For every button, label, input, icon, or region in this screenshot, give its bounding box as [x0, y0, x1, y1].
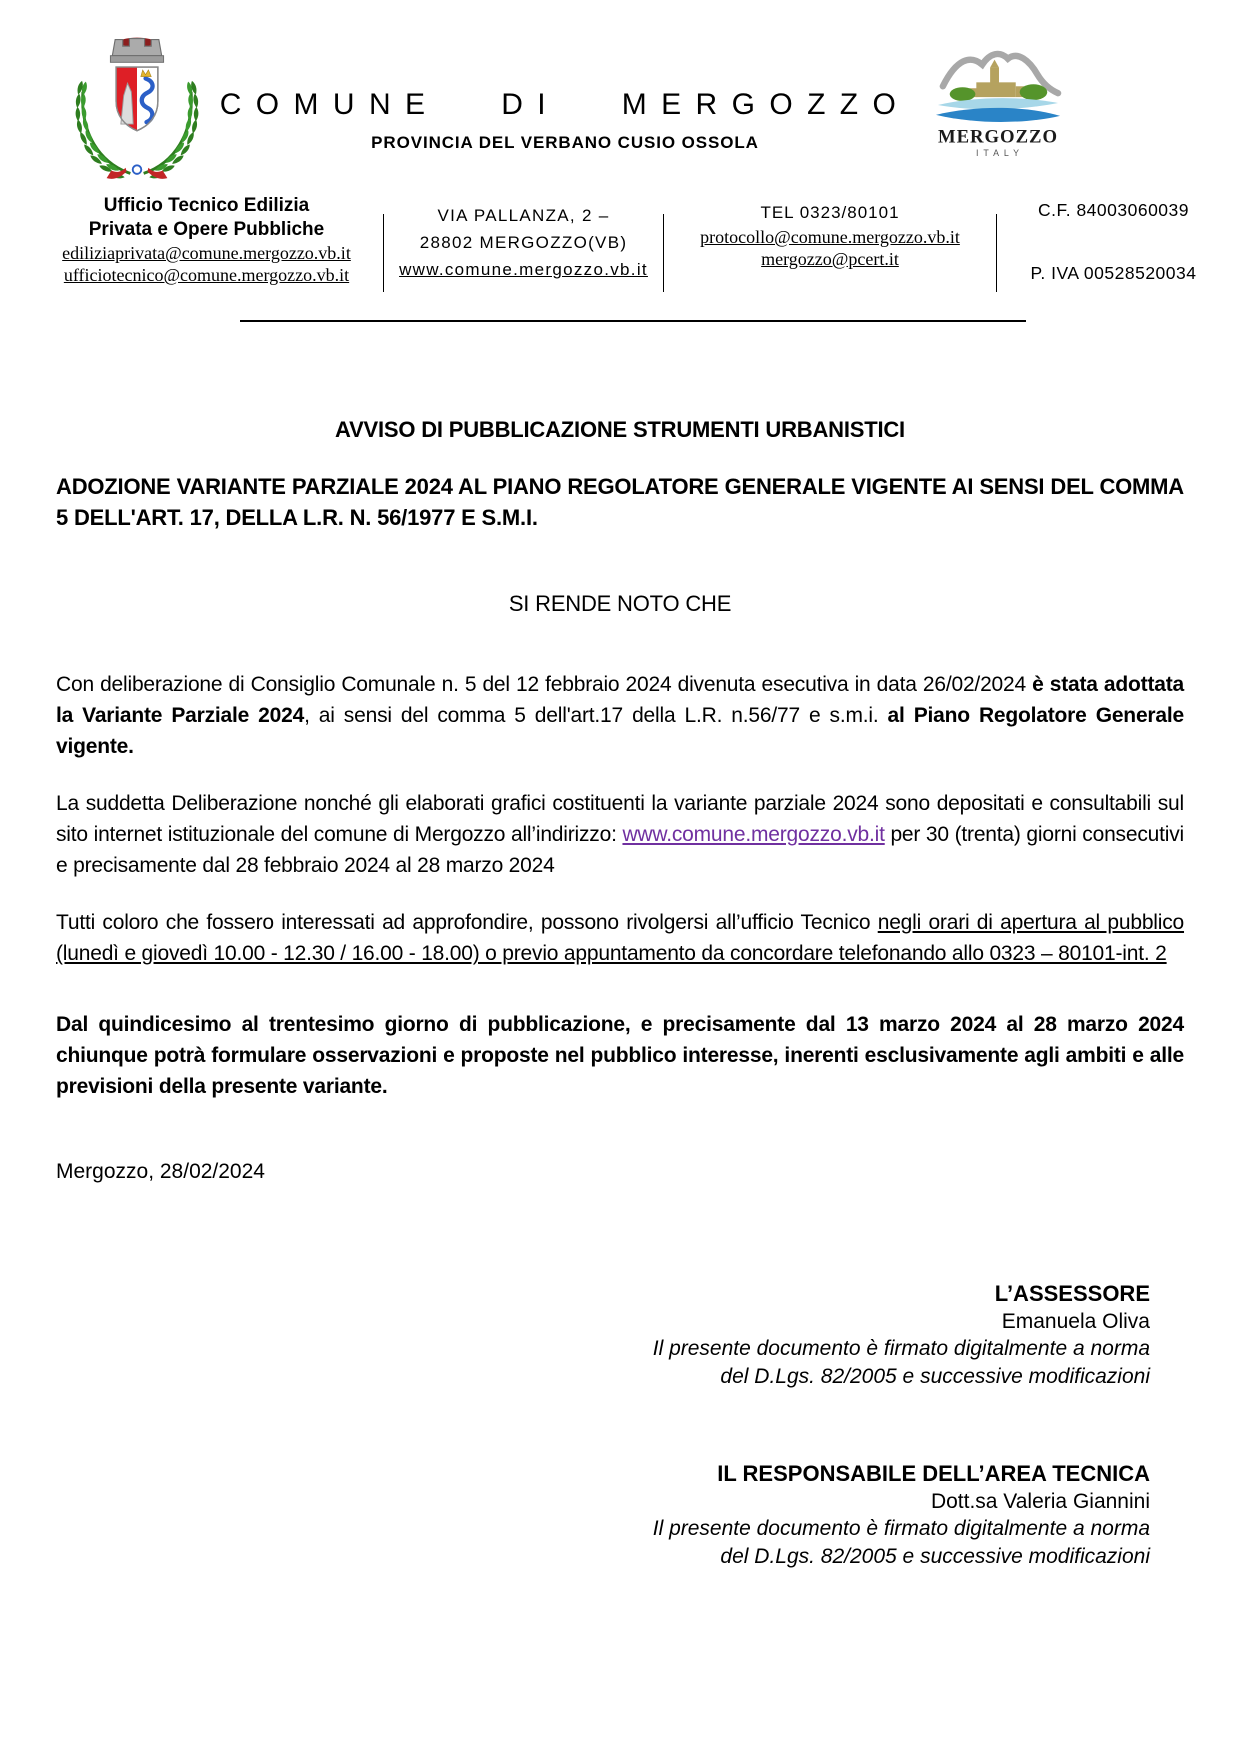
contact-bar — [30, 192, 1230, 292]
logo-tree-left — [950, 87, 976, 101]
office-name-line2: Privata e Opere Pubbliche — [88, 219, 325, 240]
address-line-1: VIA PALLANZA, 2 – — [437, 206, 610, 225]
signature-name: Dott.sa Valeria Giannini — [930, 1489, 1150, 1513]
vat-number: P. IVA 00528520034 — [1030, 263, 1197, 283]
paragraph-office-hours: Tutti coloro che fossero interessati ad approfondire, possono rivolgersi all’ufficio Tecnico negli orari di apertura al pubblico (lunedì e giovedì 10.00 - 12.30 / 16.00 - 18.00) o previo appuntamento da concordare telefonando allo 0323 – 80101-int. 2 — [56, 911, 1185, 965]
notice-subject: ADOZIONE VARIANTE PARZIALE 2024 AL PIANO REGOLATORE GENERALE VIGENTE AI SENSI DEL COMMA 5 DELL'ART. 17, DELLA L.R. N. 56/1977 E S.M.I. — [56, 474, 1184, 530]
office-name-line1: Ufficio Tecnico Edilizia — [103, 195, 310, 216]
office-email-2[interactable]: ufficiotecnico@comune.mergozzo.vb.it — [63, 265, 350, 285]
place-and-date: Mergozzo, 28/02/2024 — [56, 1160, 265, 1183]
mergozzo-logo — [933, 44, 1063, 164]
notice-title: AVVISO DI PUBBLICAZIONE STRUMENTI URBANISTICI — [335, 417, 905, 442]
signature-role: IL RESPONSABILE DELL’AREA TECNICA — [717, 1461, 1150, 1486]
document-body — [0, 417, 1240, 1570]
fiscal-column — [997, 192, 1230, 284]
protocol-email-link[interactable]: protocollo@comune.mergozzo.vb.it — [700, 227, 960, 247]
address-column — [384, 192, 663, 283]
coat-of-arms-icon — [62, 26, 212, 186]
fiscal-code: C.F. 84003060039 — [1037, 200, 1190, 220]
header-divider-line — [240, 320, 1026, 322]
signature-block-responsabile — [56, 1460, 1184, 1570]
signature-role: L’ASSESSORE — [994, 1281, 1150, 1306]
notice-declaration: SI RENDE NOTO CHE — [508, 591, 732, 616]
address-line-2: 28802 MERGOZZO(VB) — [419, 233, 628, 252]
crest-shield — [116, 67, 158, 133]
paragraph-deliberation: Con deliberazione di Consiglio Comunale n. 5 del 12 febbraio 2024 divenuta esecutiva in data 26/02/2024 è stata adottata la Variante Parziale 2024, ai sensi del comma 5 dell'art.17 della L.R. n.56/77 e s.m.i. al Piano Regolatore Generale vigente. — [56, 673, 1184, 758]
mural-crown-icon — [110, 38, 163, 63]
phone-number: TEL 0323/80101 — [760, 203, 900, 222]
logo-country-text: ITALY — [976, 148, 1024, 159]
logo-name-text: MERGOZZO — [937, 126, 1059, 148]
signature-note-line1: Il presente documento è firmato digitalmente a norma — [652, 1517, 1150, 1540]
signature-name: Emanuela Oliva — [1001, 1309, 1150, 1333]
signature-note-line2: del D.Lgs. 82/2005 e successive modificazioni — [720, 1364, 1150, 1388]
pec-email-link[interactable]: mergozzo@pcert.it — [761, 249, 899, 269]
paragraph-publication: La suddetta Deliberazione nonché gli elaborati grafici costituenti la variante parziale 2024 sono depositati e consultabili sul sito internet istituzionale del comune di Mergozzo all’indirizzo: www.comune.mergozzo.vb.it per 30 (trenta) giorni consecutivi e precisamente dal 28 febbraio 2024 al 28 marzo 2024 — [56, 792, 1184, 877]
logo-wave-dark — [936, 108, 1060, 122]
office-email-1[interactable]: ediliziaprivata@comune.mergozzo.vb.it — [62, 243, 351, 263]
signature-block-assessore — [56, 1280, 1184, 1390]
signature-note-line1: Il presente documento è firmato digitalmente a norma — [652, 1337, 1150, 1360]
province-subtitle: PROVINCIA DEL VERBANO CUSIO OSSOLA — [371, 133, 759, 152]
logo-tree-right — [1020, 84, 1048, 100]
letterhead — [0, 0, 1240, 192]
signature-note-line2: del D.Lgs. 82/2005 e successive modificazioni — [720, 1544, 1150, 1568]
commune-title: COMUNE DI MERGOZZO — [219, 88, 911, 121]
phone-column — [664, 192, 996, 270]
office-column — [30, 192, 383, 286]
paragraph-observations: Dal quindicesimo al trentesimo giorno di pubblicazione, e precisamente dal 13 marzo 2024 al 28 marzo 2024 chiunque potrà formulare osservazioni e proposte nel pubblico interesse, inerenti esclusivamente agli ambiti e alle previsioni della presente variante. — [56, 1013, 1184, 1098]
website-link[interactable]: www.comune.mergozzo.vb.it — [399, 260, 648, 279]
